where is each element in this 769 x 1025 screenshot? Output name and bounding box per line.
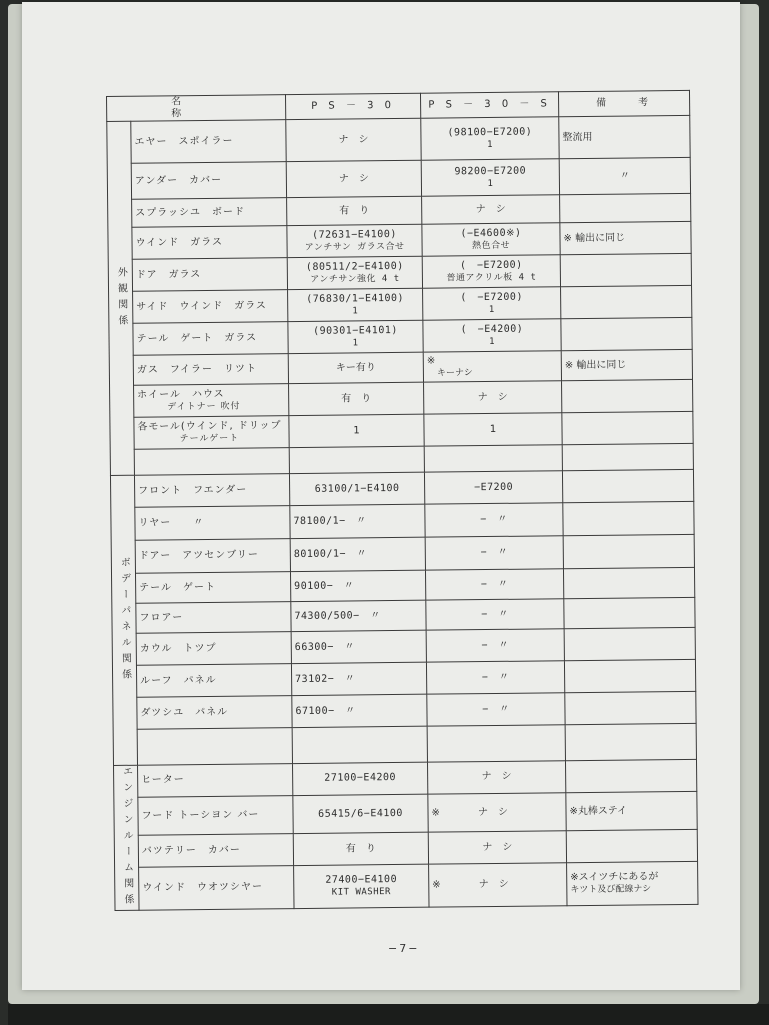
table-row: ドア ガラス (80511/2−E4100) アンチサン強化 4 t ( −E7200) 普通アクリル板 4 t bbox=[108, 253, 691, 291]
table-row: アンダー カバー ナ シ 98200−E7200 1 〃 bbox=[107, 157, 690, 199]
table-row: リヤー 〃 78100/1− 〃 − 〃 bbox=[111, 501, 694, 540]
group-body-panel: ボデーパネル関係 bbox=[110, 475, 137, 765]
table-row: バツテリー カバー 有 り ナ シ bbox=[114, 830, 697, 868]
table-row: エンジンルーム関係 ヒーター 27100−E4200 ナ シ bbox=[114, 759, 697, 797]
header-remarks: 備 考 bbox=[558, 90, 689, 116]
table-row: ウインド ガラス (72631−E4100) アンチサン ガラス合せ (−E4600※) 熱色合せ ※ 輸出に同じ bbox=[108, 221, 691, 259]
header-ps30: P S － 3 0 bbox=[285, 93, 420, 119]
table-row: フード トーシヨン バー 65415/6−E4100 ※ ナ シ ※丸棒ステイ bbox=[114, 791, 697, 835]
document-page bbox=[22, 2, 740, 990]
table-row: ルーフ パネル 73102− 〃 − 〃 bbox=[112, 659, 695, 697]
page-number: −7− bbox=[388, 942, 420, 955]
spec-table bbox=[106, 90, 699, 911]
table-row: 各モール(ウインド, ドリップ テールゲート 1 1 bbox=[110, 411, 693, 449]
header-ps30s: P S － 3 0 － S bbox=[420, 92, 558, 118]
desk-surface bbox=[8, 1004, 769, 1025]
table-row: ウインド ウオツシヤー 27400−E4100 KIT WASHER ※ ナ シ ※スイツチにあるが キツト及び配線ナシ bbox=[115, 862, 698, 911]
table-row: テール ゲート 90100− 〃 − 〃 bbox=[112, 567, 695, 603]
table-row: フロアー 74300/500− 〃 − 〃 bbox=[112, 597, 695, 633]
header-name: 名 称 bbox=[107, 95, 286, 122]
table-row: ガス フイラー リツト キー有り ※ キーナシ ※ 輸出に同じ bbox=[109, 349, 692, 385]
table-row: テール ゲート ガラス (90301−E4101) 1 ( −E4200) 1 bbox=[109, 317, 692, 355]
table-row: スプラッシユ ボード 有 り ナ シ bbox=[108, 193, 691, 227]
table-row: 外観関係 エヤー スポイラー ナ シ (98100−E7200) 1 整流用 bbox=[107, 115, 690, 163]
table-row: ドアー アツセンブリー 80100/1− 〃 − 〃 bbox=[111, 534, 694, 573]
table-row: ホイール ハウス デイトナー 吹付 有 り ナ シ bbox=[110, 379, 693, 417]
table-row: サイド ウインド ガラス (76830/1−E4100) 1 ( −E7200) 1 bbox=[109, 285, 692, 323]
table-row: ボデーパネル関係 フロント フエンダー 63100/1−E4100 −E7200 bbox=[110, 469, 693, 507]
table-row: カウル トツプ 66300− 〃 − 〃 bbox=[112, 627, 695, 665]
group-exterior: 外観関係 bbox=[107, 121, 135, 475]
table-row-empty bbox=[113, 723, 696, 765]
group-engine-room: エンジンルーム関係 bbox=[114, 765, 140, 910]
table-row: ダツシユ パネル 67100− 〃 − 〃 bbox=[113, 691, 696, 729]
